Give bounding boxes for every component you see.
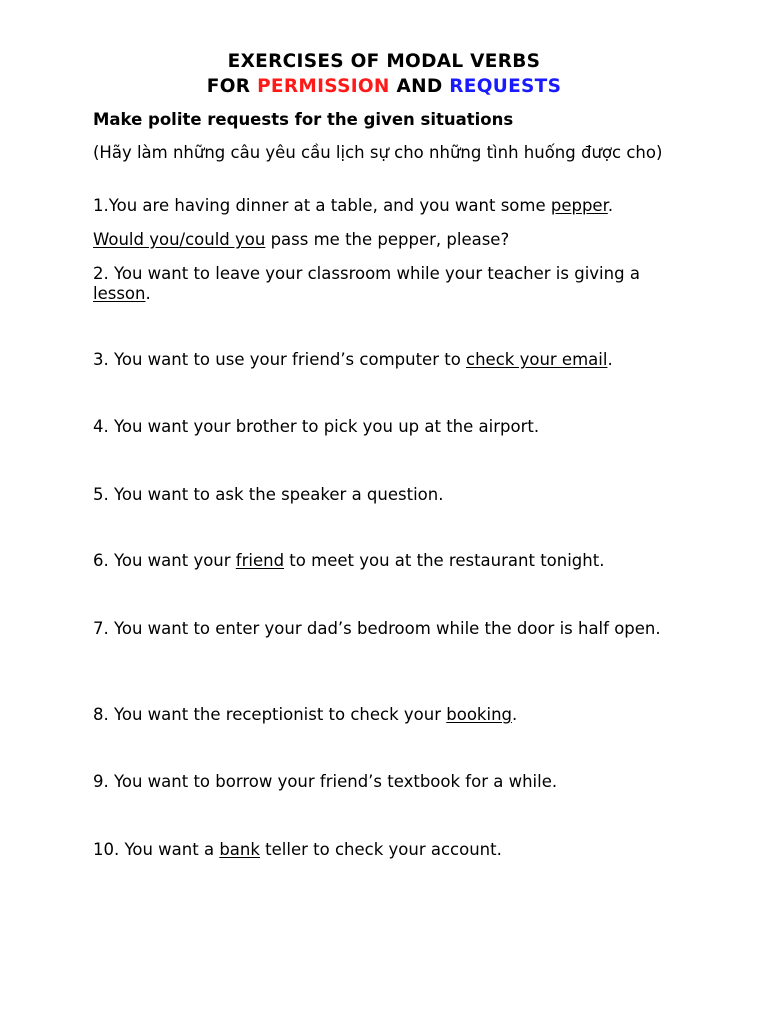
item-text: 9. You want to borrow your friend’s textbook for a while. — [93, 772, 558, 791]
item-text: 5. You want to ask the speaker a question. — [93, 485, 444, 504]
example-situation-end: . — [607, 196, 614, 215]
item-text-end: teller to check your account. — [259, 840, 502, 859]
item-text: 7. You want to enter your dad’s bedroom while the door is half open. — [93, 619, 661, 638]
list-item — [93, 264, 683, 304]
title-line-1: EXERCISES OF MODAL VERBS — [227, 51, 541, 72]
example-answer-text: pass me the pepper, please? — [265, 230, 510, 249]
list-item — [93, 551, 683, 571]
item-text: 2. You want to leave your classroom while your teacher is giving a — [93, 264, 640, 283]
item-text-end: . — [145, 284, 151, 303]
instruction: Make polite requests for the given situations — [93, 110, 514, 129]
title-line-2 — [0, 76, 768, 98]
item-text: 8. You want the receptionist to check your — [93, 705, 447, 724]
list-item — [93, 772, 683, 792]
item-text-end: . — [512, 705, 518, 724]
instruction-vietnamese: (Hãy làm những câu yêu cầu lịch sự cho những tình huống được cho) — [93, 143, 663, 162]
example-situation — [93, 196, 683, 216]
item-underlined: check your email — [466, 350, 608, 369]
list-item — [93, 350, 683, 370]
item-text: 4. You want your brother to pick you up at the airport. — [93, 417, 540, 436]
item-underlined: booking — [446, 705, 512, 724]
title-permission: PERMISSION — [257, 76, 390, 97]
example-situation-underlined: pepper — [550, 196, 608, 215]
list-item — [93, 705, 683, 725]
list-item — [93, 417, 683, 437]
example-situation-text: 1.You are having dinner at a table, and you want some — [93, 196, 551, 215]
title-requests: REQUESTS — [449, 76, 562, 97]
item-underlined: friend — [235, 551, 285, 570]
list-item — [93, 485, 683, 505]
item-text: 10. You want a — [93, 840, 220, 859]
item-text-end: to meet you at the restaurant tonight. — [284, 551, 605, 570]
item-text-end: . — [607, 350, 613, 369]
title-prefix: FOR — [206, 76, 258, 97]
item-text: 3. You want to use your friend’s computer to — [93, 350, 467, 369]
item-text: 6. You want your — [93, 551, 236, 570]
title-and: AND — [389, 76, 450, 97]
example-answer — [93, 230, 683, 250]
item-underlined: bank — [219, 840, 260, 859]
example-answer-underlined: Would you/could you — [93, 230, 266, 249]
list-item — [93, 840, 683, 860]
item-underlined: lesson — [93, 284, 146, 303]
list-item — [93, 619, 683, 639]
